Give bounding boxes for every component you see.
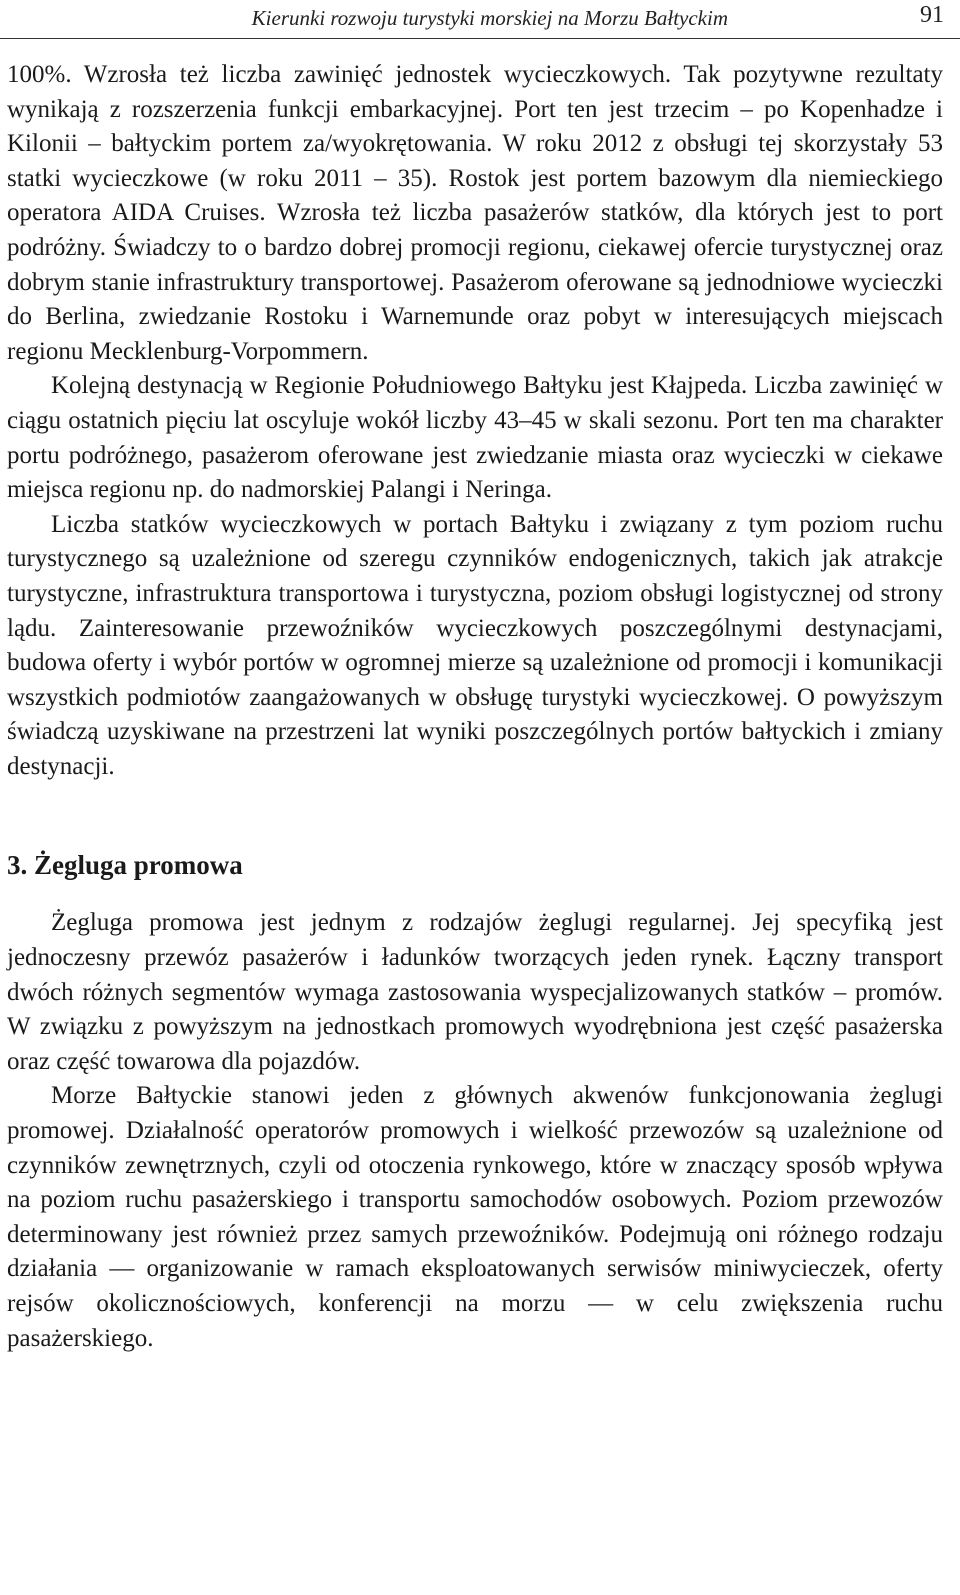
paragraph-rostock: 100%. Wzrosła też liczba zawinięć jednostek wycieczkowych. Tak pozytywne rezultaty wynikają z rozszerzenia funkcji embarkacyjnej. Port ten jest trzecim – po Kopenhadze i Kilonii – bałtyckim portem za/wyokrętowania. W roku 2012 z obsługi tej skorzystały 53 statki wycieczkowe (w roku 2011 – 35). Rostok jest portem bazowym dla niemieckiego operatora AIDA Cruises. Wzrosła też liczba pasażerów statków, dla których jest to port podróżny. Świadczy to o bardzo dobrej promocji regionu, ciekawej ofercie turystycznej oraz dobrym stanie infrastruktury transportowej. Pasażerom oferowane są jednodniowe wycieczki do Berlina, zwiedzanie Rostoku i Warnemunde oraz pobyt w interesujących miejscach regionu Mecklenburg-Vorpommern.	[7, 61, 943, 365]
paragraph-baltic-ferries: Morze Bałtyckie stanowi jeden z głównych akwenów funkcjonowania żeglugi promowej. Działalność operatorów promowych i wielkość przewozów są uzależnione od czynników zewnętrznych, czyli od otoczenia rynkowego, które w znaczący sposób wpływa na poziom ruchu pasażerskiego i transportu samochodów osobowych. Poziom przewozów determinowany jest również przez samych przewoźników. Podejmują oni różnego rodzaju działania — organizowanie w ramach eksploatowanych serwisów miniwycieczek, oferty rejsów okolicznościowych, konferencji na morzu — w celu zwiększenia ruchu pasażerskiego.	[7, 1082, 943, 1352]
paragraph-cruise-factors: Liczba statków wycieczkowych w portach Bałtyku i związany z tym poziom ruchu turystycznego są uzależnione od szeregu czynników endogenicznych, takich jak atrakcje turystyczne, infrastruktura transportowa i turystyczna, poziom obsługi logistycznej od strony lądu. Zainteresowanie przewoźników wycieczkowych poszczególnymi destynacjami, budowa oferty i wybór portów w ogromnej mierze są uzależnione od promocji i komunikacji wszystkich podmiotów zaangażowanych w obsługę turystyki wycieczkowej. O powyższym świadczą uzyskiwane na przestrzeni lat wyniki poszczególnych portów bałtyckich i zmiany destynacji.	[7, 510, 943, 780]
section-heading: 3. Żegluga promowa	[7, 850, 243, 881]
page-header	[0, 0, 960, 39]
running-title: Kierunki rozwoju turystyki morskiej na Morzu Bałtyckim	[251, 6, 728, 30]
paragraph-ferry-definition: Żegluga promowa jest jednym z rodzajów żeglugi regularnej. Jej specyfiką jest jednoczesny przewóz pasażerów i ładunków tworzących jeden rynek. Łączny transport dwóch różnych segmentów wymaga zastosowania wyspecjalizowanych statków – promów. W związku z powyższym na jednostkach promowych wyodrębniona jest część pasażerska oraz część towarowa dla pojazdów.	[7, 909, 943, 1075]
paragraph-klaipeda: Kolejną destynacją w Regionie Południowego Bałtyku jest Kłajpeda. Liczba zawinięć w ciągu ostatnich pięciu lat oscyluje wokół liczby 43–45 w skali sezonu. Port ten ma charakter portu podróżnego, pasażerom oferowane jest zwiedzanie miasta oraz wycieczki w ciekawe miejsca regionu np. do nadmorskiej Palangi i Neringa.	[7, 372, 943, 504]
page-body	[7, 58, 943, 1356]
page-number: 91	[920, 2, 944, 28]
